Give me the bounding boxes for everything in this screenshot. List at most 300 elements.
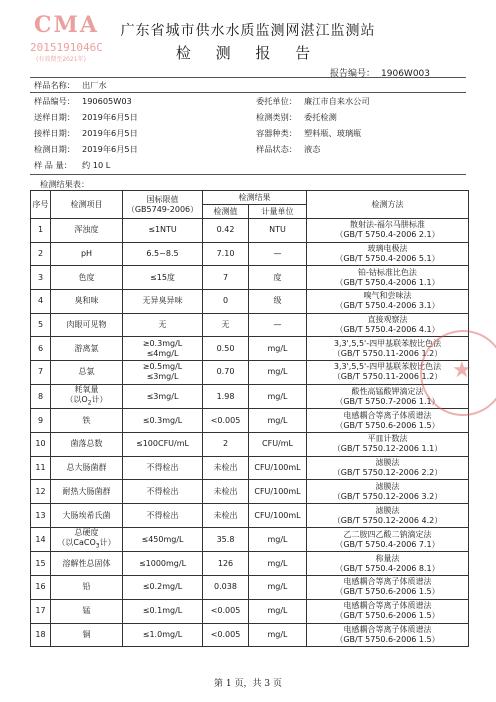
cell-value (203, 290, 249, 314)
cell-value (203, 433, 249, 457)
row-no: 12 (35, 486, 46, 496)
basis-subscript: 3 (95, 542, 100, 550)
row-no: 1 (37, 225, 44, 235)
row-method-std: （GB/T 5750.6-2006 1.5） (335, 611, 440, 621)
row-method: 3,3',5,5'-四甲基联苯胺比色法 (333, 338, 442, 348)
cell-limit (123, 576, 203, 600)
cell-limit (123, 527, 203, 552)
table-row (31, 527, 469, 552)
row-item: 大肠埃希氏菌 (62, 510, 111, 520)
cell-value (203, 242, 249, 266)
row-method-std: （GB/T 5750.11-2006 1.2） (332, 348, 443, 358)
cell-value (203, 480, 249, 504)
cell-no (31, 290, 51, 314)
row-value: 7 (222, 272, 229, 282)
row-no: 15 (35, 558, 46, 568)
cell-value (203, 527, 249, 552)
row-item: pH (80, 249, 93, 259)
info-divider (30, 92, 466, 93)
cell-value (203, 266, 249, 290)
row-method-std: （GB/T 5750.7-2006 1.1） (335, 396, 440, 406)
row-method: 滤膜法 (375, 481, 400, 491)
cell-item (51, 456, 123, 480)
row-value: 1.98 (216, 391, 235, 401)
sample-quantity-label: 样 品 量： (34, 160, 72, 170)
cell-item (51, 480, 123, 504)
results-table (30, 190, 469, 647)
cell-item (51, 409, 123, 433)
cell-unit (249, 552, 307, 576)
cell-limit (123, 361, 203, 385)
row-method-std: （GB/T 5750.4-2006 3.1） (335, 301, 440, 311)
row-value: 无 (221, 320, 230, 330)
cell-limit (123, 266, 203, 290)
cell-unit (249, 337, 307, 361)
cell-method (307, 456, 469, 480)
cell-item (51, 361, 123, 385)
row-unit: 度 (273, 272, 282, 282)
cell-unit (249, 409, 307, 433)
table-row (31, 433, 469, 457)
col-header-unit: 计量单位 (249, 205, 307, 219)
row-unit: mg/L (267, 343, 288, 353)
cma-code: 2015191046C (30, 41, 103, 54)
row-unit: mg/L (267, 558, 288, 568)
seal-star-icon: ★ (452, 358, 472, 383)
cell-item (51, 313, 123, 337)
row-limit: ≤0.1mg/L (142, 606, 183, 616)
cell-limit (123, 337, 203, 361)
row-unit: mg/L (267, 391, 288, 401)
row-unit: CFU/100mL (254, 463, 301, 473)
row-method: 铂-钴标准比色法 (358, 267, 417, 277)
sample-state (256, 144, 320, 155)
cma-validity: (有效期至2021年) (36, 56, 86, 63)
cell-no (31, 599, 51, 623)
row-unit: mg/L (267, 629, 288, 639)
basis-prefix: （以CaCO (57, 537, 96, 547)
row-limit: 无 (158, 320, 167, 330)
row-method: 乙二胺四乙酸二钠滴定法 (343, 529, 432, 539)
row-limit: ≤100CFU/mL (136, 439, 189, 449)
client-value: 廉江市自来水公司 (304, 96, 370, 106)
cell-unit (249, 480, 307, 504)
basis-prefix: （以O (65, 394, 88, 404)
receive-date (34, 128, 138, 139)
row-value: 126 (217, 558, 234, 568)
cell-unit (249, 313, 307, 337)
cell-item (51, 504, 123, 528)
cell-unit (249, 219, 307, 243)
sample-no-value: 190605W03 (82, 96, 132, 106)
row-method: 平皿计数法 (367, 434, 408, 444)
cell-item (51, 576, 123, 600)
row-item: 溶解性总固体 (62, 558, 111, 568)
row-unit: CFU/100mL (254, 486, 301, 496)
row-unit: CFU/mL (262, 439, 293, 449)
cell-limit (123, 456, 203, 480)
table-row (31, 290, 469, 314)
cell-item (51, 337, 123, 361)
row-value: 7.10 (216, 249, 235, 259)
row-method-std: （GB/T 5750.12-2006 3.2） (332, 491, 443, 501)
cell-value (203, 504, 249, 528)
sample-name-value: 出厂水 (82, 80, 107, 90)
row-limit: 6.5~8.5 (146, 249, 179, 259)
cell-item (51, 433, 123, 457)
row-unit: mg/L (267, 367, 288, 377)
container-type-label: 容器种类： (256, 128, 297, 138)
row-limit: ≤0.2mg/L (142, 582, 183, 592)
row-value: 未检出 (213, 486, 238, 496)
cell-unit (249, 266, 307, 290)
container-type-value: 塑料瓶、玻璃瓶 (304, 128, 362, 138)
table-row (31, 313, 469, 337)
row-method: 3,3',5,5'-四甲基联苯胺比色法 (333, 362, 442, 372)
table-row (31, 384, 469, 409)
row-method-std: （GB/T 5750.4-2006 4.1） (335, 325, 440, 335)
row-value: 未检出 (213, 463, 238, 473)
cell-value (203, 552, 249, 576)
cell-item (51, 552, 123, 576)
page-footer: 第 1 页，共 3 页 (214, 679, 282, 689)
cma-mark: CMA (34, 12, 99, 38)
row-unit: mg/L (267, 534, 288, 544)
client (256, 96, 370, 107)
sample-name-label: 样品名称： (34, 80, 75, 90)
cell-method (307, 552, 469, 576)
report-number-label: 报告编号： (330, 69, 376, 79)
row-method: 称量法 (375, 553, 400, 563)
cell-method (307, 219, 469, 243)
cell-item (51, 242, 123, 266)
cell-limit (123, 552, 203, 576)
sample-quantity (34, 160, 110, 171)
cell-unit (249, 433, 307, 457)
row-item-basis (52, 395, 121, 409)
delivery-date-value: 2019年6月5日 (82, 112, 138, 122)
row-limit: ≤0.3mg/L (142, 415, 183, 425)
row-value: 2 (222, 439, 229, 449)
cell-limit (123, 623, 203, 647)
cell-method (307, 623, 469, 647)
sample-no-label: 样品编号： (34, 96, 75, 106)
cell-method (307, 599, 469, 623)
org-title: 广东省城市供水水质监测网湛江监测站 (120, 23, 376, 39)
table-row (31, 504, 469, 528)
cell-item (51, 266, 123, 290)
cell-no (31, 384, 51, 409)
cell-method (307, 290, 469, 314)
row-value: 0.70 (216, 367, 235, 377)
cell-value (203, 361, 249, 385)
row-limit: 不得检出 (146, 463, 179, 473)
row-method: 滤膜法 (375, 458, 400, 468)
table-row (31, 242, 469, 266)
basis-suffix: 计） (99, 537, 116, 547)
row-unit: CFU/100mL (254, 510, 301, 520)
row-method: 酸性高锰酸钾滴定法 (351, 386, 424, 396)
cell-limit (123, 433, 203, 457)
cell-unit (249, 456, 307, 480)
row-method-std: （GB/T 5750.4-2006 5.1） (335, 254, 440, 264)
table-row (31, 623, 469, 647)
row-unit: mg/L (267, 606, 288, 616)
col-header-method: 检测方法 (307, 191, 469, 219)
table-row (31, 480, 469, 504)
cell-no (31, 433, 51, 457)
cell-limit (123, 219, 203, 243)
cell-limit (123, 409, 203, 433)
row-no: 8 (37, 391, 44, 401)
cell-no (31, 219, 51, 243)
row-method-std: （GB/T 5750.4-2006 7.1） (335, 539, 440, 549)
row-unit: 级 (273, 296, 282, 306)
row-method-std: （GB/T 5750.11-2006 1.2） (332, 372, 443, 382)
row-unit: mg/L (267, 582, 288, 592)
row-no: 10 (35, 439, 46, 449)
table-row (31, 599, 469, 623)
cell-unit (249, 623, 307, 647)
row-item: 总硬度 (74, 527, 99, 537)
cell-unit (249, 290, 307, 314)
row-limit: 不得检出 (146, 510, 179, 520)
row-item: 色度 (78, 272, 95, 282)
row-method-std: （GB/T 5750.4-2006 2.1） (335, 230, 440, 240)
cell-no (31, 242, 51, 266)
row-no: 6 (37, 343, 44, 353)
row-no: 13 (35, 510, 46, 520)
row-method-std: （GB/T 5750.4-2006 8.1） (335, 563, 440, 573)
test-date (34, 144, 138, 155)
row-limit: 不得检出 (146, 486, 179, 496)
row-no: 17 (35, 606, 46, 616)
cell-no (31, 456, 51, 480)
row-limit-upper: ≤4mg/L (146, 348, 179, 358)
row-method-std: （GB/T 5750.6-2006 1.5） (335, 420, 440, 430)
cell-no (31, 409, 51, 433)
row-method: 散射法-福尔马肼标准 (350, 220, 425, 230)
delivery-date-label: 送样日期： (34, 112, 75, 122)
cell-no (31, 266, 51, 290)
row-value: <0.005 (210, 415, 241, 425)
row-method-std: （GB/T 5750.6-2006 1.5） (335, 587, 440, 597)
row-item-basis (52, 538, 121, 552)
row-no: 16 (35, 582, 46, 592)
cell-item (51, 384, 123, 409)
test-type (256, 112, 337, 123)
row-item: 耐热大肠菌群 (62, 486, 111, 496)
cell-value (203, 456, 249, 480)
cell-limit (123, 384, 203, 409)
cell-method (307, 409, 469, 433)
test-type-label: 检测类别： (256, 112, 297, 122)
row-item: 肉眼可见物 (66, 320, 107, 330)
row-item: 耗氧量 (74, 384, 99, 394)
row-item: 铁 (82, 415, 91, 425)
row-limit: ≤450mg/L (141, 534, 184, 544)
row-method-std: （GB/T 5750.6-2006 1.5） (335, 634, 440, 644)
receive-date-value: 2019年6月5日 (82, 128, 138, 138)
cell-item (51, 290, 123, 314)
col-header-limit (123, 191, 203, 219)
row-item: 菌落总数 (70, 439, 103, 449)
cell-no (31, 504, 51, 528)
cell-no (31, 313, 51, 337)
cell-limit (123, 504, 203, 528)
table-row (31, 456, 469, 480)
row-method: 滤膜法 (375, 505, 400, 515)
test-date-label: 检测日期： (34, 144, 75, 154)
row-item: 总氯 (78, 367, 95, 377)
cell-method (307, 242, 469, 266)
table-row (31, 219, 469, 243)
row-no: 18 (35, 629, 46, 639)
cell-method (307, 266, 469, 290)
cell-unit (249, 599, 307, 623)
row-no: 7 (37, 367, 44, 377)
sample-no (34, 96, 132, 107)
row-item: 浑浊度 (74, 225, 99, 235)
table-row (31, 409, 469, 433)
row-item: 铜 (82, 629, 91, 639)
col-header-result: 检测结果 (203, 191, 307, 205)
row-limit: ≥0.5mg/L (142, 362, 183, 372)
cell-item (51, 623, 123, 647)
row-value: 未检出 (213, 510, 238, 520)
col-header-limit-std: （GB5749-2006） (126, 204, 199, 214)
table-row (31, 337, 469, 361)
row-method-std: （GB/T 5750.12-2006 2.2） (332, 468, 443, 478)
col-header-value: 检测值 (203, 205, 249, 219)
row-value: 0.42 (216, 225, 235, 235)
cell-unit (249, 576, 307, 600)
row-no: 14 (35, 534, 46, 544)
row-item: 游离氯 (74, 343, 99, 353)
cell-limit (123, 599, 203, 623)
cell-item (51, 527, 123, 552)
cell-value (203, 623, 249, 647)
row-unit: — (273, 320, 282, 330)
row-value: 0.50 (216, 343, 235, 353)
row-limit: ≤15度 (150, 272, 175, 282)
cell-method (307, 527, 469, 552)
row-limit-upper: ≤3mg/L (146, 372, 179, 382)
cell-value (203, 599, 249, 623)
cell-limit (123, 290, 203, 314)
row-method: 直接观察法 (367, 315, 408, 325)
cell-no (31, 337, 51, 361)
cell-unit (249, 242, 307, 266)
row-item: 铅 (82, 582, 91, 592)
cell-value (203, 384, 249, 409)
results-section-label: 检测结果表： (40, 179, 90, 189)
cell-no (31, 623, 51, 647)
row-method: 电感耦合等离子体质谱法 (343, 624, 432, 634)
cell-value (203, 313, 249, 337)
cell-method (307, 576, 469, 600)
cell-no (31, 480, 51, 504)
row-method-std: （GB/T 5750.12-2006 1.1） (332, 444, 443, 454)
table-row (31, 576, 469, 600)
row-limit: ≥0.3mg/L (142, 338, 183, 348)
delivery-date (34, 112, 138, 123)
test-date-value: 2019年6月5日 (82, 144, 138, 154)
cell-unit (249, 504, 307, 528)
row-no: 3 (37, 272, 44, 282)
basis-suffix: 计） (91, 394, 108, 404)
basis-subscript: 2 (87, 399, 92, 407)
row-limit: ≤1NTU (148, 225, 177, 235)
row-no: 4 (37, 296, 44, 306)
official-seal (420, 330, 496, 416)
row-value: <0.005 (210, 629, 241, 639)
cell-value (203, 576, 249, 600)
cell-method (307, 504, 469, 528)
cell-unit (249, 527, 307, 552)
row-limit: ≤1000mg/L (138, 558, 187, 568)
cell-value (203, 219, 249, 243)
cell-no (31, 552, 51, 576)
cell-item (51, 219, 123, 243)
col-header-limit-label: 国标限值 (146, 194, 179, 204)
row-no: 2 (37, 249, 44, 259)
container-type (256, 128, 361, 139)
cell-limit (123, 480, 203, 504)
row-item: 锰 (82, 606, 91, 616)
col-header-item: 检测项目 (51, 191, 123, 219)
sample-state-label: 样品状态： (256, 144, 297, 154)
row-method: 嗅气和尝味法 (363, 291, 412, 301)
row-item: 臭和味 (74, 296, 99, 306)
cell-limit (123, 242, 203, 266)
doc-title: 检 测 报 告 (175, 44, 321, 62)
row-value: 0 (222, 296, 229, 306)
client-label: 委托单位： (256, 96, 297, 106)
row-unit: NTU (269, 225, 286, 235)
row-value: 35.8 (216, 534, 235, 544)
row-no: 5 (37, 320, 44, 330)
table-row (31, 361, 469, 385)
cell-value (203, 337, 249, 361)
row-limit: ≤1.0mg/L (142, 629, 183, 639)
cell-unit (249, 361, 307, 385)
row-limit: ≤3mg/L (146, 391, 179, 401)
row-no: 9 (37, 415, 44, 425)
row-method: 电感耦合等离子体质谱法 (343, 601, 432, 611)
row-unit: mg/L (267, 415, 288, 425)
table-row (31, 552, 469, 576)
header-divider (30, 77, 466, 78)
cell-no (31, 361, 51, 385)
cell-method (307, 433, 469, 457)
info-bottom-divider (30, 174, 466, 175)
cell-unit (249, 384, 307, 409)
sample-state-value: 液态 (304, 144, 321, 154)
row-item: 总大肠菌群 (66, 463, 107, 473)
cell-limit (123, 313, 203, 337)
row-method: 电感耦合等离子体质谱法 (343, 577, 432, 587)
receive-date-label: 接样日期： (34, 128, 75, 138)
row-method: 电感耦合等离子体质谱法 (343, 410, 432, 420)
sample-name (34, 80, 107, 91)
row-method-std: （GB/T 5750.12-2006 4.2） (332, 515, 443, 525)
col-header-no: 序号 (31, 191, 51, 219)
table-row (31, 266, 469, 290)
row-unit: — (273, 249, 282, 259)
test-type-value: 委托检测 (304, 112, 337, 122)
row-value: <0.005 (210, 606, 241, 616)
